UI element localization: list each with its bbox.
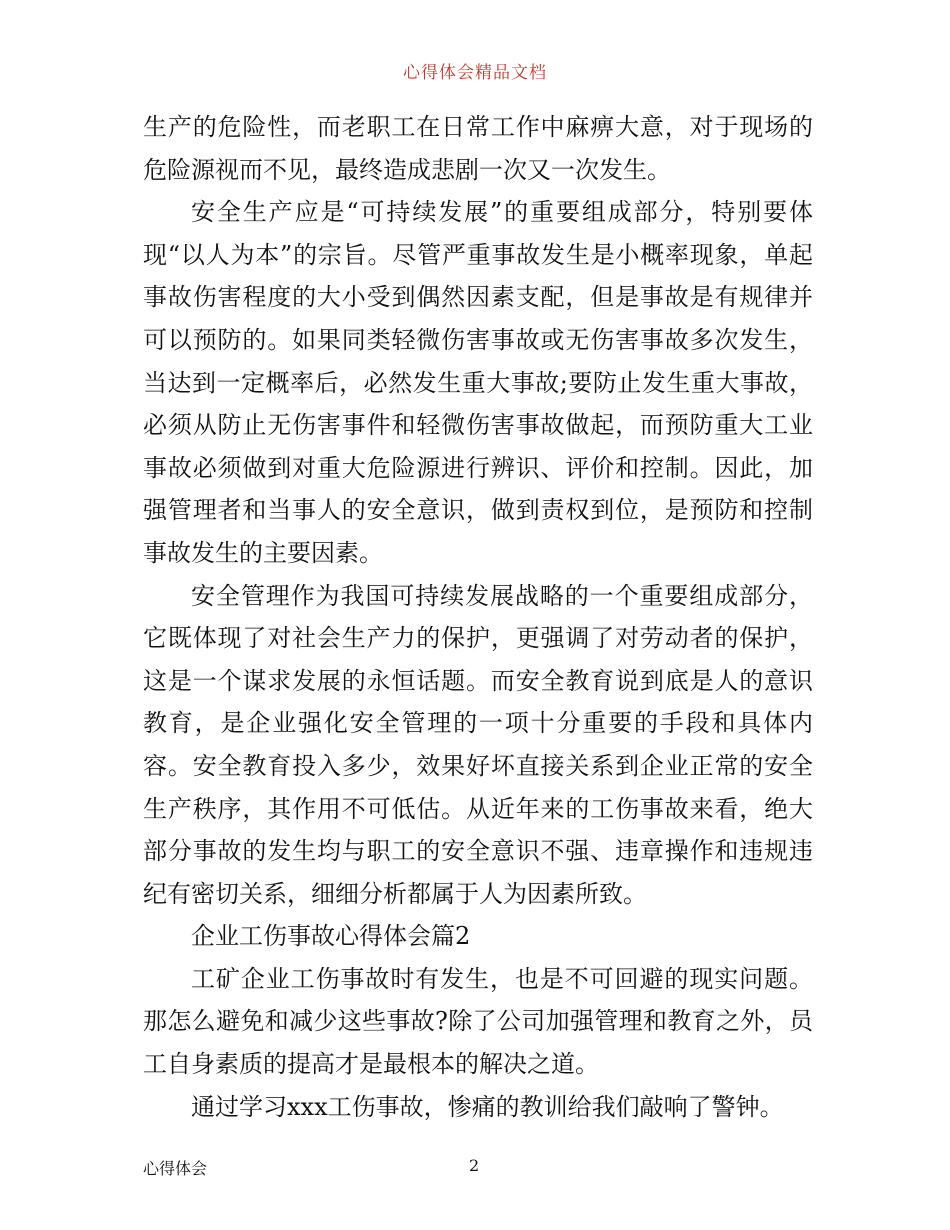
paragraph-2: 安全生产应是“可持续发展”的重要组成部分，特别要体现“以人为本”的宗旨。尽管严重事故发生是小概率现象，单起事故伤害程度的大小受到偶然因素支配，但是事故是有规律并可以预防的。如果同类轻微伤害事故或无伤害事故多次发生，当达到一定概率后，必然发生重大事故;要防止发生重大事故，必须从防止无伤害事件和轻微伤害事故做起，而预防重大工业事故必须做到对重大危险源进行辨识、评价和控制。因此，加强管理者和当事人的安全意识，做到责权到位，是预防和控制事故发生的主要因素。 <box>143 198 813 567</box>
page-number: 2 <box>469 1156 480 1175</box>
paragraph-4: 工矿企业工伤事故时有发生，也是不可回避的现实问题。那怎么避免和减少这些事故?除了公司加强管理和教育之外，员工自身素质的提高才是最根本的解决之道。 <box>143 964 813 1079</box>
page-header-title: 心得体会精品文档 <box>403 63 547 83</box>
paragraph-1: 生产的危险性，而老职工在日常工作中麻痹大意，对于现场的危险源视而不见，最终造成悲剧一次又一次发生。 <box>143 113 813 184</box>
document-body <box>143 106 813 1128</box>
section-heading: 企业工伤事故心得体会篇2 <box>191 922 471 951</box>
footer-label: 心得体会 <box>143 1159 208 1178</box>
paragraph-5: 通过学习xxx工伤事故，惨痛的教训给我们敲响了警钟。 <box>191 1092 784 1121</box>
paragraph-3: 安全管理作为我国可持续发展战略的一个重要组成部分，它既体现了对社会生产力的保护，更强调了对劳动者的保护，这是一个谋求发展的永恒话题。而安全教育说到底是人的意识教育，是企业强化安全管理的一项十分重要的手段和具体内容。安全教育投入多少，效果好坏直接关系到企业正常的安全生产秩序，其作用不可低估。从近年来的工伤事故来看，绝大部分事故的发生均与职工的安全意识不强、违章操作和违规违纪有密切关系，细细分析都属于人为因素所致。 <box>143 581 813 908</box>
